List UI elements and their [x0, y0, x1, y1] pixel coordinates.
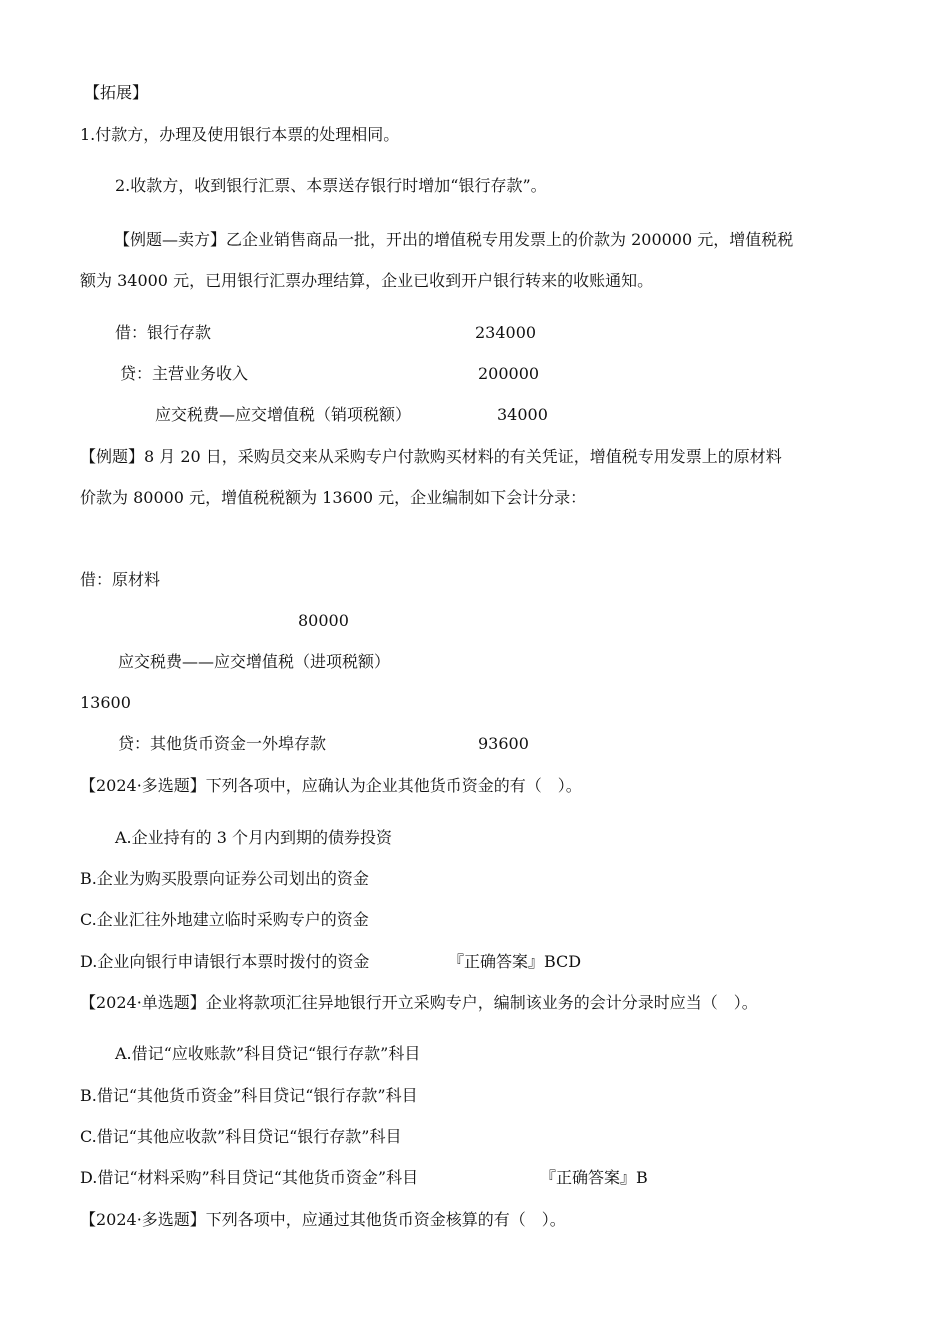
question-1-stem: 【2024·多选题】下列各项中，应确认为企业其他货币资金的有（ ）。 [80, 776, 582, 795]
entry-label: 借：原材料 [80, 570, 161, 589]
question-1-answer: 『正确答案』BCD [448, 952, 582, 971]
question-2-stem: 【2024·单选题】企业将款项汇往异地银行开立采购专户，编制该业务的会计分录时应当（ ）。 [80, 993, 758, 1012]
entry-label: 借：银行存款 [115, 323, 212, 342]
extension-item-1: 1.付款方，办理及使用银行本票的处理相同。 [80, 125, 400, 144]
entry-label: 应交税费——应交增值税（进项税额） [118, 652, 391, 671]
extension-heading: 【拓展】 [84, 83, 149, 102]
entry-amount: 234000 [475, 323, 537, 342]
example-purchase-line-2: 价款为 80000 元，增值税税额为 13600 元，企业编制如下会计分录： [80, 488, 587, 507]
question-2-option-c: C.借记“其他应收款”科目贷记“银行存款”科目 [80, 1127, 402, 1146]
question-1-option-d: D.企业向银行申请银行本票时拨付的资金 [80, 952, 370, 971]
entry-amount: 80000 [298, 611, 349, 630]
entry-amount: 13600 [80, 693, 131, 712]
entry-amount: 200000 [478, 364, 540, 383]
example-seller-line-1: 【例题—卖方】乙企业销售商品一批，开出的增值税专用发票上的价款为 200000 元，增值税税 [114, 230, 794, 249]
question-1-option-b: B.企业为购买股票向证券公司划出的资金 [80, 869, 369, 888]
example-seller-line-2: 额为 34000 元，已用银行汇票办理结算，企业已收到开户银行转来的收账通知。 [80, 271, 654, 290]
question-1-option-a: A.企业持有的 3 个月内到期的债券投资 [115, 828, 392, 847]
entry-amount: 34000 [497, 405, 548, 424]
extension-item-2: 2.收款方，收到银行汇票、本票送存银行时增加“银行存款”。 [115, 176, 547, 195]
question-2-option-a: A.借记“应收账款”科目贷记“银行存款”科目 [115, 1044, 421, 1063]
example-purchase-line-1: 【例题】8 月 20 日，采购员交来从采购专户付款购买材料的有关凭证，增值税专用发票上的原材料 [80, 447, 782, 466]
entry-label: 应交税费—应交增值税（销项税额） [155, 405, 412, 424]
question-2-answer: 『正确答案』B [540, 1168, 648, 1187]
entry-label: 贷：主营业务收入 [120, 364, 249, 383]
entry-amount: 93600 [478, 734, 529, 753]
question-2-option-b: B.借记“其他货币资金”科目贷记“银行存款”科目 [80, 1086, 418, 1105]
question-3-stem: 【2024·多选题】下列各项中，应通过其他货币资金核算的有（ ）。 [80, 1210, 566, 1229]
entry-label: 贷：其他货币资金一外埠存款 [118, 734, 327, 753]
question-2-option-d: D.借记“材料采购”科目贷记“其他货币资金”科目 [80, 1168, 419, 1187]
question-1-option-c: C.企业汇往外地建立临时采购专户的资金 [80, 910, 369, 929]
